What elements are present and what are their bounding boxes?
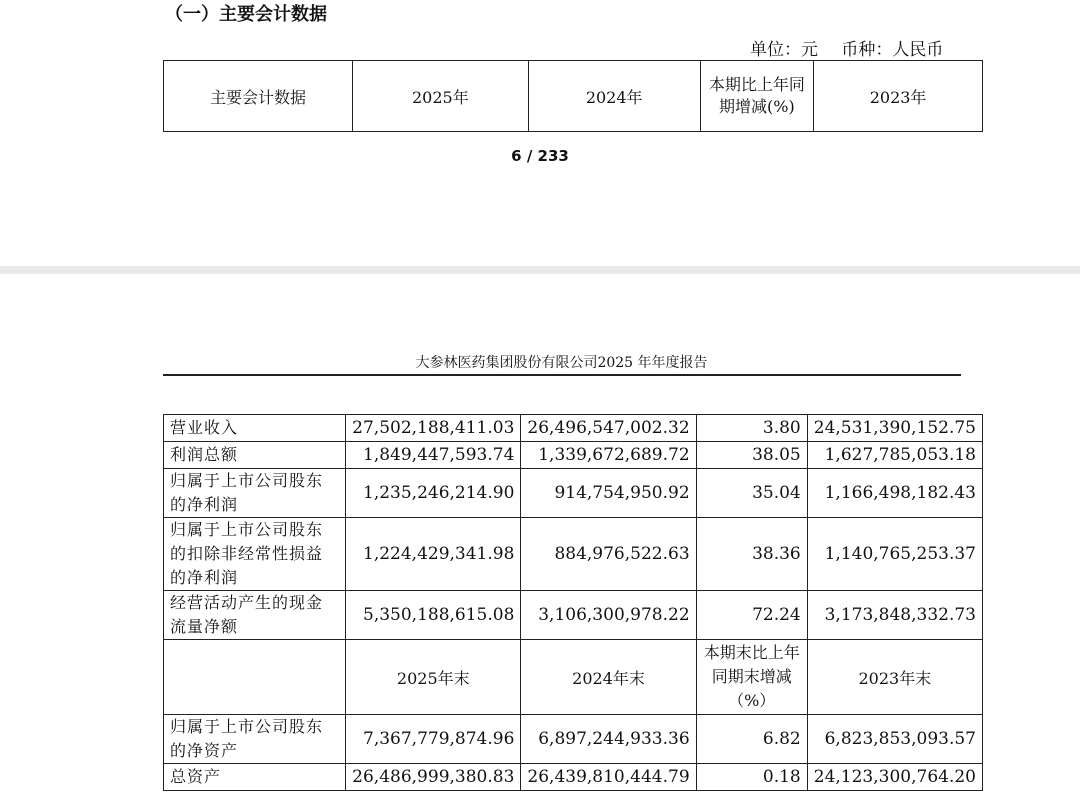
accounting-data-header-table [163,60,983,132]
table-row [164,715,983,764]
value-2025: 7,367,779,874.96 [346,715,521,764]
table-row [164,442,983,469]
header-rule [163,374,961,376]
table-row [164,518,983,591]
table-row [164,469,983,518]
value-change: 38.05 [696,442,807,469]
value-2024: 1,339,672,689.72 [521,442,696,469]
section-title: （一）主要会计数据 [165,4,327,25]
value-2025: 27,502,188,411.03 [346,415,521,442]
accounting-data-table [163,414,983,791]
value-change: 6.82 [696,715,807,764]
header-main-data: 主要会计数据 [164,61,353,132]
header-change-pct: 本期比上年同期增减(%) [700,61,814,132]
value-2025: 5,350,188,615.08 [346,591,521,640]
page-number: 6 / 233 [511,147,569,165]
report-running-header: 大参林医药集团股份有限公司2025 年年度报告 [415,355,708,371]
value-2025: 26,486,999,380.83 [346,764,521,791]
value-2024: 3,106,300,978.22 [521,591,696,640]
subheader-change-pct: 本期末比上年同期末增减（%） [696,640,807,715]
value-2023: 1,627,785,053.18 [807,442,982,469]
row-label: 总资产 [164,764,346,791]
table-row [164,764,983,791]
table-row [164,591,983,640]
value-change: 3.80 [696,415,807,442]
value-2025: 1,235,246,214.90 [346,469,521,518]
value-2024: 884,976,522.63 [521,518,696,591]
value-2023: 24,123,300,764.20 [807,764,982,791]
subheader-2023-end: 2023年末 [807,640,982,715]
row-label: 利润总额 [164,442,346,469]
period-end-header-row [164,640,983,715]
value-change: 72.24 [696,591,807,640]
header-2025: 2025年 [352,61,528,132]
value-2025: 1,224,429,341.98 [346,518,521,591]
value-2023: 1,166,498,182.43 [807,469,982,518]
value-2024: 26,496,547,002.32 [521,415,696,442]
row-label: 归属于上市公司股东的扣除非经常性损益的净利润 [164,518,346,591]
subheader-blank [164,640,346,715]
unit-currency-line [750,35,961,60]
value-change: 38.36 [696,518,807,591]
value-2023: 6,823,853,093.57 [807,715,982,764]
subheader-2024-end: 2024年末 [521,640,696,715]
table-row [164,415,983,442]
value-2024: 914,754,950.92 [521,469,696,518]
value-2024: 6,897,244,933.36 [521,715,696,764]
value-2023: 24,531,390,152.75 [807,415,982,442]
value-2025: 1,849,447,593.74 [346,442,521,469]
value-change: 0.18 [696,764,807,791]
row-label: 归属于上市公司股东的净利润 [164,469,346,518]
row-label: 营业收入 [164,415,346,442]
unit-label: 单位：元 [750,40,818,60]
value-2024: 26,439,810,444.79 [521,764,696,791]
row-label: 归属于上市公司股东的净资产 [164,715,346,764]
table-header-row [164,61,983,132]
currency-label: 币种：人民币 [841,40,944,60]
row-label: 经营活动产生的现金流量净额 [164,591,346,640]
value-2023: 3,173,848,332.73 [807,591,982,640]
value-2023: 1,140,765,253.37 [807,518,982,591]
value-change: 35.04 [696,469,807,518]
subheader-2025-end: 2025年末 [346,640,521,715]
header-2024: 2024年 [528,61,700,132]
page-separator [0,266,1080,274]
header-2023: 2023年 [814,61,983,132]
